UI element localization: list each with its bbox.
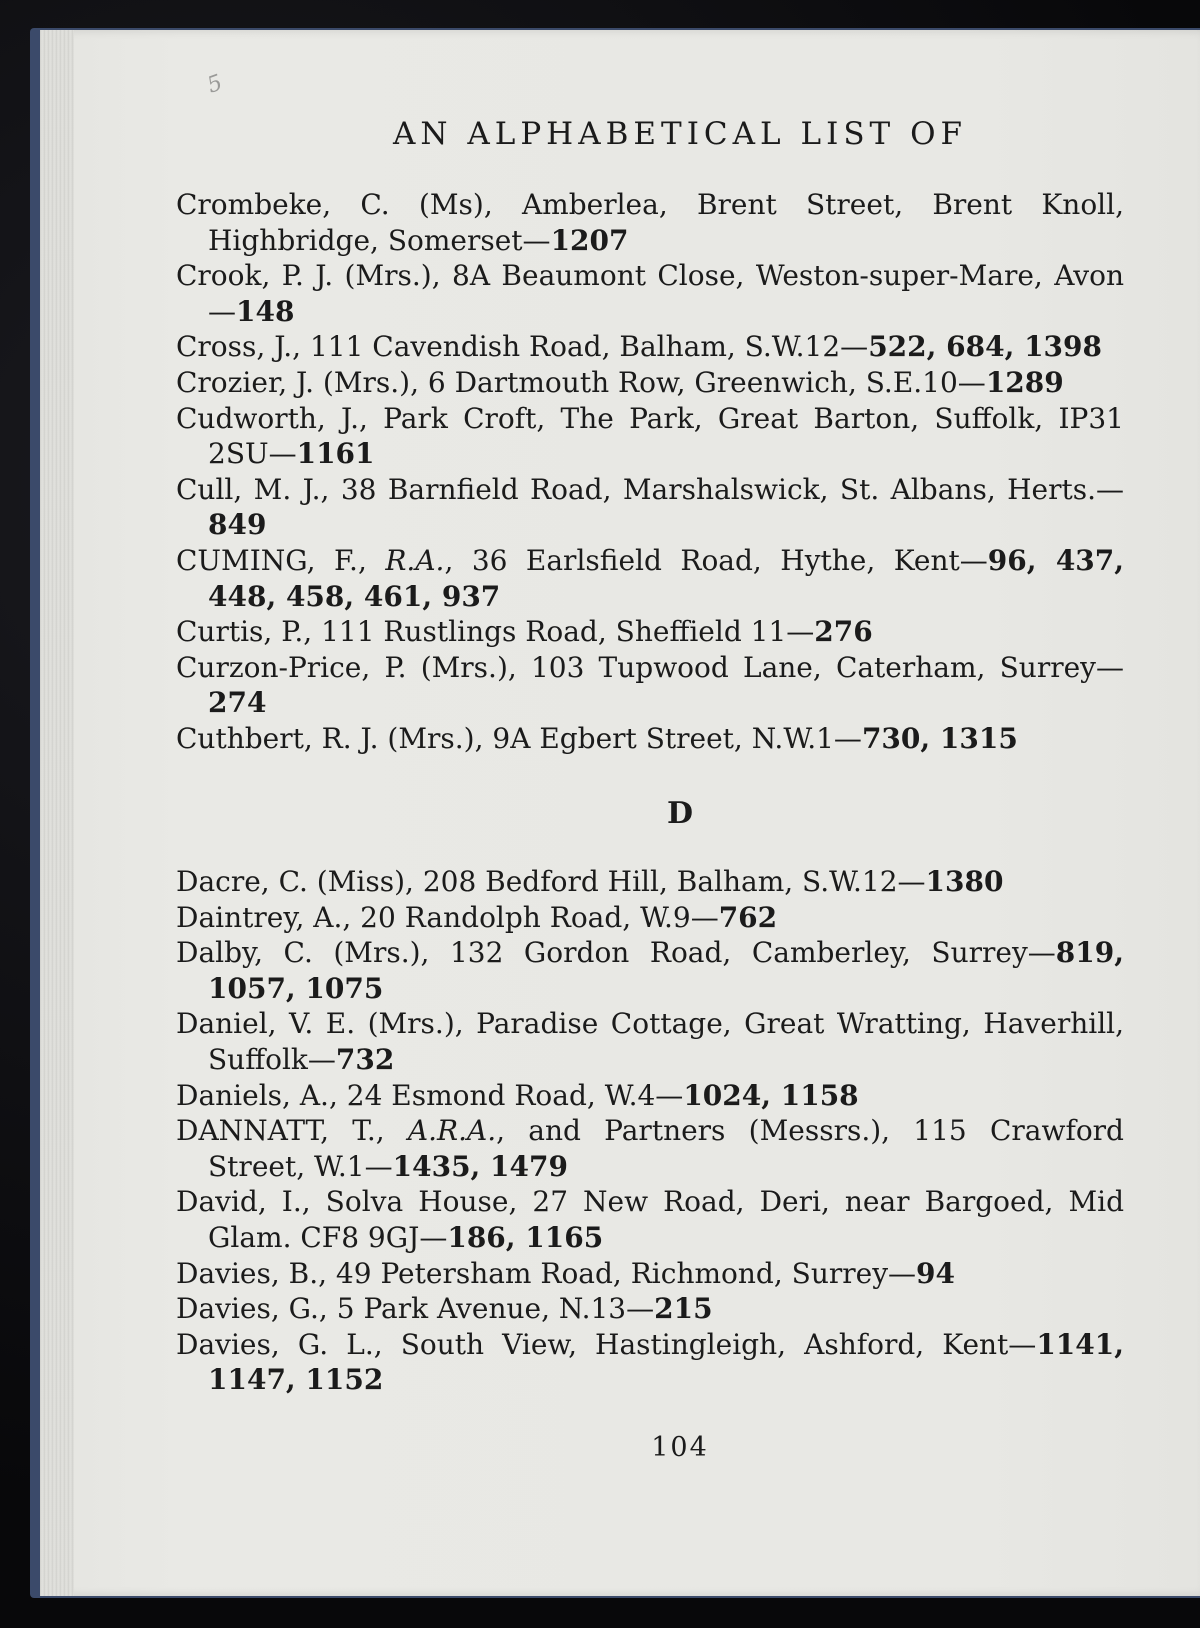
entry-text: Cuthbert, R. J. (Mrs.), 9A Egbert Street, N.W.1— xyxy=(176,721,862,755)
entry-refs: 732 xyxy=(335,1042,395,1076)
entry-name: CUMING, F., xyxy=(176,543,386,577)
entry-refs: 819, 1057, 1075 xyxy=(208,936,1124,1005)
entry-refs: 1435, 1479 xyxy=(392,1149,568,1183)
entry-text: Daniel, V. E. (Mrs.), Paradise Cottage, Great Wratting, Haverhill, Suffolk— xyxy=(176,1007,1124,1076)
list-entry xyxy=(176,1078,1124,1114)
entry-text: Dacre, C. (Miss), 208 Bedford Hill, Balham, S.W.12— xyxy=(176,865,926,898)
list-entry xyxy=(176,1006,1124,1077)
list-entry xyxy=(176,864,1124,900)
entry-refs: 522, 684, 1398 xyxy=(868,330,1103,364)
entry-text: Daniels, A., 24 Esmond Road, W.4— xyxy=(176,1078,684,1112)
entry-text: Dalby, C. (Mrs.), 132 Gordon Road, Camberley, Surrey— xyxy=(176,936,1056,970)
pencil-mark: 5 xyxy=(204,70,226,99)
entries-c-list xyxy=(176,187,1124,757)
entry-refs: 94 xyxy=(916,1256,955,1290)
entry-refs: 849 xyxy=(208,508,267,542)
list-entry xyxy=(176,258,1124,329)
entry-text: Curzon-Price, P. (Mrs.), 103 Tupwood Lane, Caterham, Surrey— xyxy=(176,650,1124,684)
entry-title: A.R.A. xyxy=(407,1114,497,1148)
entry-text: Cudworth, J., Park Croft, The Park, Great Barton, Suffolk, IP31 2SU— xyxy=(176,401,1124,471)
entry-refs: 1380 xyxy=(925,865,1004,898)
list-entry xyxy=(176,650,1124,721)
entry-text: Crombeke, C. (Ms), Amberlea, Brent Street, Brent Knoll, Highbridge, Somerset— xyxy=(176,188,1124,257)
list-entry xyxy=(176,1184,1124,1255)
page-number: 104 xyxy=(651,1432,709,1463)
entry-refs: 730, 1315 xyxy=(861,721,1018,755)
entry-refs: 1024, 1158 xyxy=(683,1078,859,1112)
list-entry xyxy=(176,1291,1124,1327)
entry-refs: 1141, 1147, 1152 xyxy=(208,1327,1124,1397)
entry-text: Curtis, P., 111 Rustlings Road, Sheffield 11— xyxy=(176,615,815,649)
entry-refs: 186, 1165 xyxy=(447,1220,604,1254)
entry-text: , and Partners (Messrs.), 115 Crawford Street, W.1— xyxy=(208,1114,1124,1183)
entry-refs: 96, 437, 448, 458, 461, 937 xyxy=(208,543,1125,613)
list-entry xyxy=(176,1113,1124,1184)
list-entry xyxy=(176,935,1124,1006)
entry-text: Crook, P. J. (Mrs.), 8A Beaumont Close, Weston-super-Mare, Avon— xyxy=(176,259,1124,328)
entry-text: Davies, G., 5 Park Avenue, N.13— xyxy=(176,1292,655,1326)
list-entry xyxy=(176,614,1124,650)
list-entry xyxy=(176,721,1124,757)
entry-refs: 276 xyxy=(814,615,873,649)
entry-text: Crozier, J. (Mrs.), 6 Dartmouth Row, Greenwich, S.E.10— xyxy=(176,365,986,399)
list-entry xyxy=(176,401,1124,472)
book-page xyxy=(40,30,1200,1596)
list-entry xyxy=(176,900,1124,936)
entry-title: R.A. xyxy=(385,543,445,577)
entry-text: , 36 Earlsfield Road, Hythe, Kent— xyxy=(444,543,988,577)
entry-refs: 1289 xyxy=(985,365,1064,399)
list-entry xyxy=(176,472,1124,543)
entry-text: Davies, G. L., South View, Hastingleigh, Ashford, Kent— xyxy=(176,1327,1037,1361)
entry-refs: 215 xyxy=(654,1292,713,1326)
entries-d-list xyxy=(176,864,1124,1398)
entry-refs: 274 xyxy=(208,686,267,720)
entry-name: DANNATT, T., xyxy=(176,1114,408,1148)
running-head: AN ALPHABETICAL LIST OF xyxy=(392,116,968,152)
entry-refs: 762 xyxy=(718,900,778,934)
entry-text: Daintrey, A., 20 Randolph Road, W.9— xyxy=(176,900,719,934)
list-entry xyxy=(176,329,1124,365)
entry-refs: 1161 xyxy=(296,437,375,471)
list-entry xyxy=(176,1256,1124,1292)
entry-text: Cross, J., 111 Cavendish Road, Balham, S.W.12— xyxy=(176,330,869,364)
entry-text: David, I., Solva House, 27 New Road, Deri, near Bargoed, Mid Glam. CF8 9GJ— xyxy=(176,1185,1124,1254)
section-letter: D xyxy=(666,796,693,831)
list-entry xyxy=(176,187,1124,258)
list-entry xyxy=(176,365,1124,401)
list-entry xyxy=(176,1327,1124,1398)
entry-refs: 1207 xyxy=(550,223,629,257)
entry-refs: 148 xyxy=(236,294,295,328)
entry-text: Davies, B., 49 Petersham Road, Richmond, Surrey— xyxy=(176,1256,917,1290)
entry-text: Cull, M. J., 38 Barnfield Road, Marshalswick, St. Albans, Herts.— xyxy=(176,472,1124,506)
list-entry xyxy=(176,543,1124,614)
